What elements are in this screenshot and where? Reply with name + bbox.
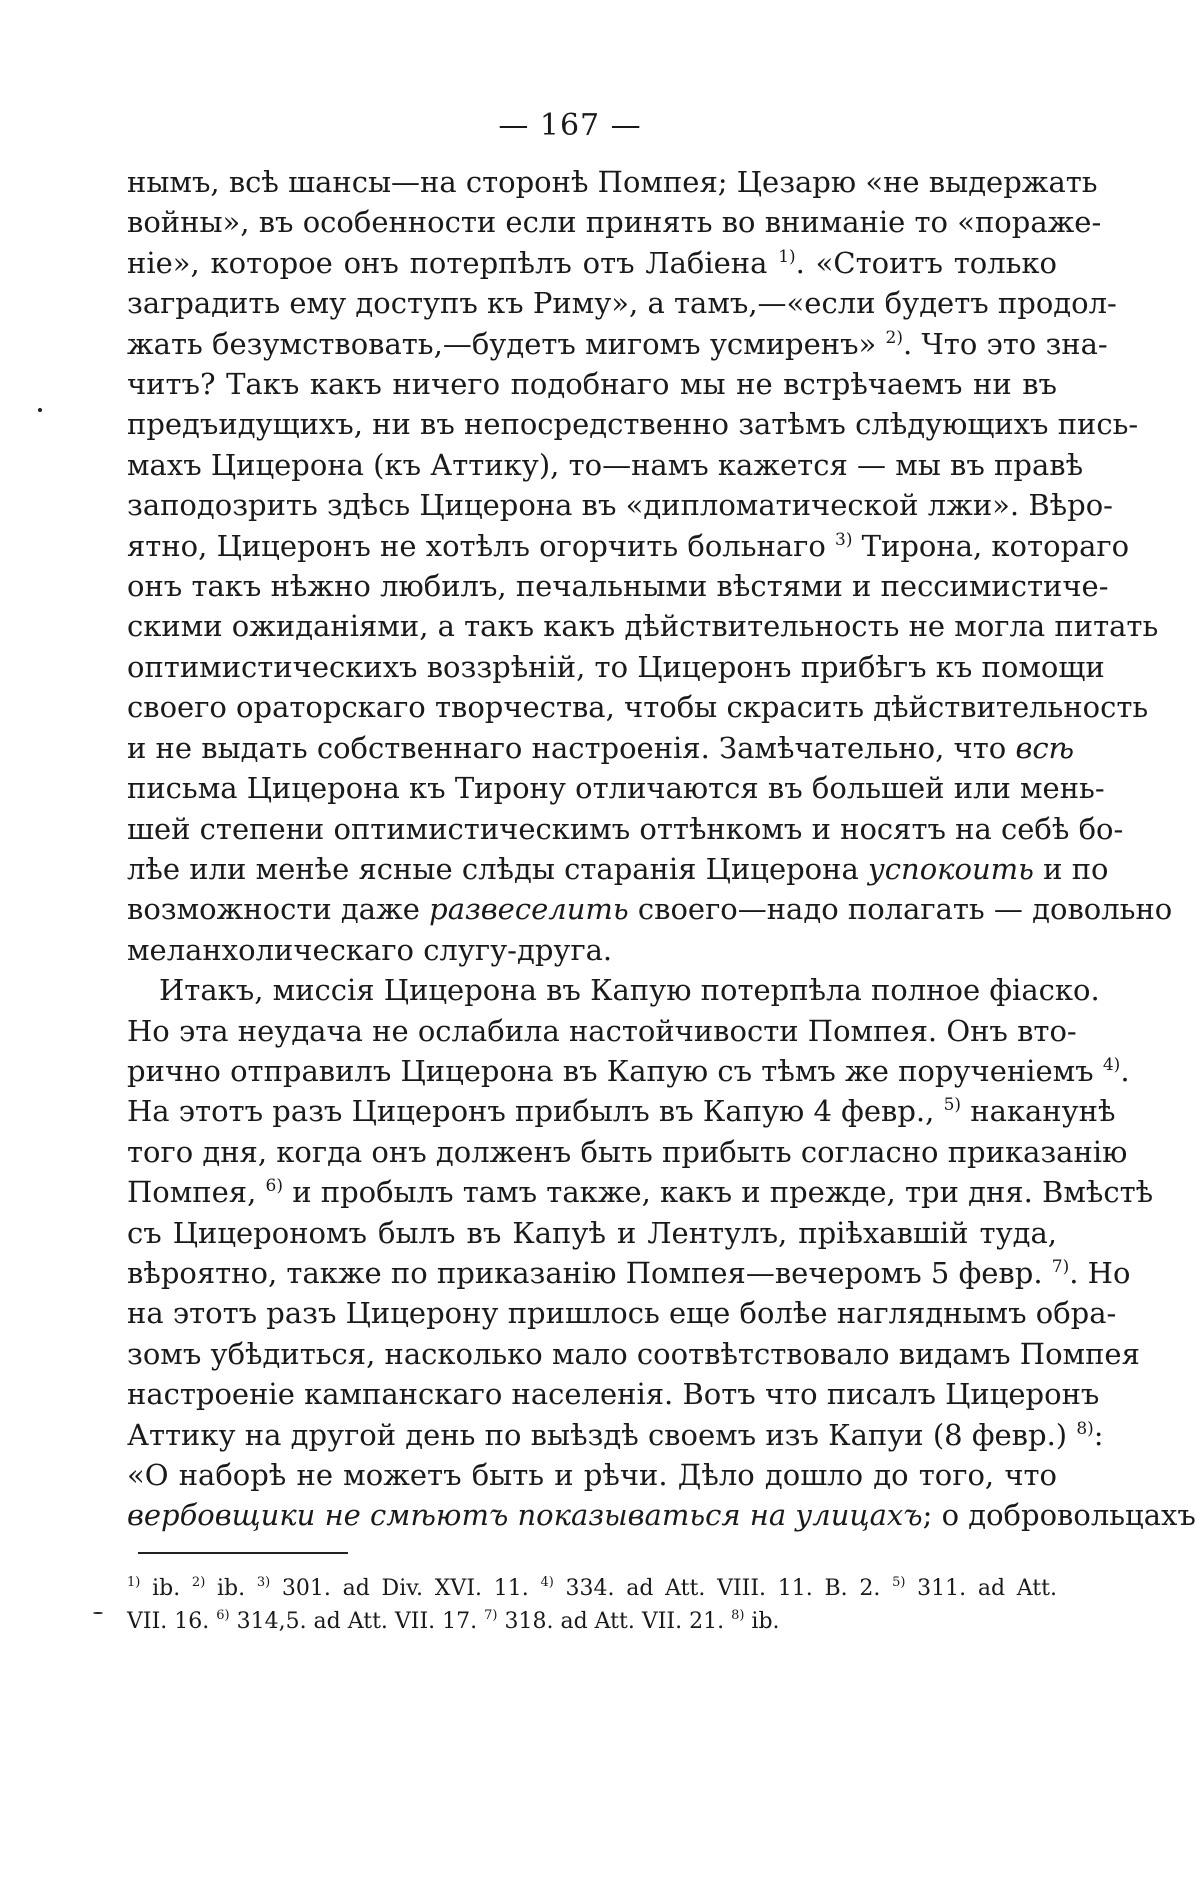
footnote-marker: 1) <box>778 246 796 267</box>
text-line <box>127 566 1109 606</box>
line-text: рично отправилъ Цицерона въ Капую съ тѣмъ же порученіемъ <box>127 1053 1103 1088</box>
line-text: настроеніе кампанскаго населенія. Вотъ что писалъ Цицеронъ <box>127 1377 1100 1412</box>
footnote-text: 301. ad Div. XVI. 11. <box>270 1576 541 1601</box>
text-line <box>127 768 1105 808</box>
line-text: заградить ему доступъ къ Риму», а тамъ,—«если будетъ продол- <box>127 286 1117 321</box>
text-line <box>127 1374 1100 1414</box>
line-text: ніе», которое онъ потерпѣлъ отъ Лабіена <box>127 245 779 280</box>
footnote-line <box>127 1572 1057 1605</box>
footnote-text: ib. <box>744 1609 780 1634</box>
footnote-number: 7) <box>484 1608 498 1623</box>
text-line <box>127 1132 1128 1172</box>
line-text: наканунѣ <box>961 1094 1116 1129</box>
line-text: . Но <box>1069 1255 1131 1290</box>
text-line <box>127 445 1084 485</box>
text-line <box>127 243 1057 283</box>
footnote-text: 334. ad Att. VIII. 11. B. 2. <box>553 1576 893 1601</box>
line-text: меланхолическаго слугу-друга. <box>127 932 613 967</box>
line-text: : <box>1093 1417 1104 1452</box>
text-line <box>127 404 1139 444</box>
footnote-text: ib. <box>140 1576 192 1601</box>
line-text: оптимистическихъ воззрѣній, то Цицеронъ прибѣгъ къ помощи <box>127 649 1105 684</box>
line-text: войны», въ особенности если принять во вниманіе то «пораже- <box>127 205 1102 240</box>
line-text: . «Стоитъ только <box>795 245 1057 280</box>
footnote-number: 4) <box>540 1575 554 1590</box>
footnote-line <box>127 1605 1057 1638</box>
footnote-marker: 8) <box>1076 1418 1094 1439</box>
scan-speck <box>38 408 42 412</box>
text-line <box>127 324 1108 364</box>
italic-text: развеселить <box>429 892 629 927</box>
line-text: скими ожиданіями, а такъ какъ дѣйствительность не могла питать <box>127 609 1159 644</box>
line-text: того дня, когда онъ долженъ быть прибыть согласно приказанію <box>127 1134 1128 1169</box>
line-text: жать безумствовать,—будетъ мигомъ усмиренъ» <box>127 326 886 361</box>
text-line <box>127 809 1124 849</box>
text-line <box>127 647 1105 687</box>
text-line <box>127 485 1113 525</box>
line-text: на этотъ разъ Цицерону пришлось еще болѣе нагляднымъ обра- <box>127 1296 1117 1331</box>
text-line <box>127 1011 1077 1051</box>
footnote-marker: 4) <box>1102 1054 1121 1075</box>
text-line <box>127 970 1100 1010</box>
text-line <box>127 1415 1104 1455</box>
footnote-number: 5) <box>892 1575 906 1590</box>
footnote-text: ib. <box>205 1576 257 1601</box>
text-line <box>127 1334 1140 1374</box>
footnote-rule <box>138 1552 348 1554</box>
footnote-marker: 3) <box>835 529 853 550</box>
line-text: Тирона, котораго <box>852 528 1130 563</box>
line-text: Итакъ, миссія Цицерона въ Капую потерпѣла полное фіаско. <box>159 973 1100 1008</box>
footnotes <box>127 1572 1057 1638</box>
text-line <box>127 1253 1131 1293</box>
line-text: онъ такъ нѣжно любилъ, печальными вѣстями и пессимистиче- <box>127 569 1109 604</box>
line-text: . Что это зна- <box>902 326 1108 361</box>
line-text: и не выдать собственнаго настроенія. Замѣчательно, что <box>127 730 1016 765</box>
line-text: «О наборѣ не можетъ быть и рѣчи. Дѣло дошло до того, что <box>127 1458 1057 1492</box>
line-text: Аттику на другой день по выѣздѣ своемъ изъ Капуи (8 февр.) <box>127 1417 1077 1452</box>
footnote-text: 318. ad Att. VII. 21. <box>497 1609 732 1634</box>
text-line <box>127 1091 1116 1131</box>
line-text: предъидущихъ, ни въ непосредственно затѣмъ слѣдующихъ пись- <box>127 407 1139 442</box>
footnote-number: 6) <box>216 1608 230 1623</box>
line-text: вѣроятно, также по приказанію Помпея—вечеромъ 5 февр. <box>127 1255 1052 1290</box>
italic-text: вербовщики не смѣютъ показываться на улицахъ <box>127 1498 923 1533</box>
line-text: ; о добровольцахъ <box>922 1498 1196 1533</box>
line-text: зомъ убѣдиться, насколько мало соотвѣтствовало видамъ Помпея <box>127 1336 1140 1371</box>
footnote-text: 314,5. ad Att. VII. 17. <box>229 1609 485 1634</box>
footnote-marker: 2) <box>885 327 903 348</box>
footnote-number: 3) <box>256 1575 271 1590</box>
text-line <box>127 930 1057 970</box>
italic-text: всѣ <box>1015 730 1075 765</box>
text-line <box>127 526 1130 566</box>
text-line <box>127 1293 1117 1333</box>
line-text: На этотъ разъ Цицеронъ прибылъ въ Капую 4 февр., <box>127 1094 944 1129</box>
scan-speck <box>93 1612 103 1614</box>
text-line <box>127 1455 1057 1495</box>
text-line <box>127 849 1109 889</box>
text-line <box>127 162 1098 202</box>
line-text: и пробылъ тамъ также, какъ и прежде, три дня. Вмѣстѣ <box>282 1175 1154 1210</box>
footnote-text: VII. 16. <box>127 1609 217 1634</box>
line-text: нымъ, всѣ шансы—на сторонѣ Помпея; Цезарю «не выдержать <box>127 165 1098 199</box>
line-text: заподозрить здѣсь Цицерона въ «дипломатической лжи». Вѣро- <box>127 488 1113 523</box>
page-number: — 167 — <box>498 108 642 143</box>
line-text: читъ? Такъ какъ ничего подобнаго мы не встрѣчаемъ ни въ <box>127 367 1057 402</box>
footnote-number: 2) <box>191 1575 206 1590</box>
line-text: шей степени оптимистическимъ оттѣнкомъ и носятъ на себѣ бо- <box>127 811 1124 846</box>
text-line <box>127 1172 1154 1212</box>
footnote-marker: 7) <box>1051 1256 1070 1277</box>
text-line <box>127 1495 1196 1535</box>
line-text: . <box>1120 1053 1130 1088</box>
footnote-number: 8) <box>731 1608 745 1623</box>
footnote-number: 1) <box>127 1575 141 1590</box>
text-line <box>127 606 1159 646</box>
text-line <box>127 364 1057 404</box>
line-text: своего—надо полагать — довольно <box>628 892 1173 927</box>
footnote-text: 311. ad Att. <box>905 1576 1057 1601</box>
text-line <box>127 1051 1130 1091</box>
line-text: и по <box>1033 851 1109 886</box>
body-text <box>127 162 1196 1536</box>
line-text: съ Цицерономъ былъ въ Капуѣ и Лентулъ, пріѣхавшій туда, <box>127 1215 1057 1250</box>
line-text: возможности даже <box>127 892 430 927</box>
text-line <box>127 728 1075 768</box>
line-text: Но эта неудача не ослабила настойчивости Помпея. Онъ вто- <box>127 1013 1077 1048</box>
text-line <box>127 1213 1057 1253</box>
line-text: Помпея, <box>127 1175 266 1210</box>
text-line <box>127 202 1102 242</box>
line-text: письма Цицерона къ Тирону отличаются въ большей или мень- <box>127 771 1105 806</box>
text-line <box>127 889 1173 929</box>
italic-text: успокоить <box>867 851 1034 886</box>
footnote-marker: 6) <box>265 1176 283 1197</box>
line-text: ятно, Цицеронъ не хотѣлъ огорчить больнаго <box>127 528 836 563</box>
line-text: махъ Цицерона (къ Аттику), то—намъ кажется — мы въ правѣ <box>127 447 1084 482</box>
footnote-marker: 5) <box>943 1095 962 1116</box>
text-line <box>127 283 1117 323</box>
text-line <box>127 687 1149 727</box>
line-text: своего ораторскаго творчества, чтобы скрасить дѣйствительность <box>127 690 1149 725</box>
line-text: лѣе или менѣе ясные слѣды старанія Цицерона <box>127 851 868 886</box>
